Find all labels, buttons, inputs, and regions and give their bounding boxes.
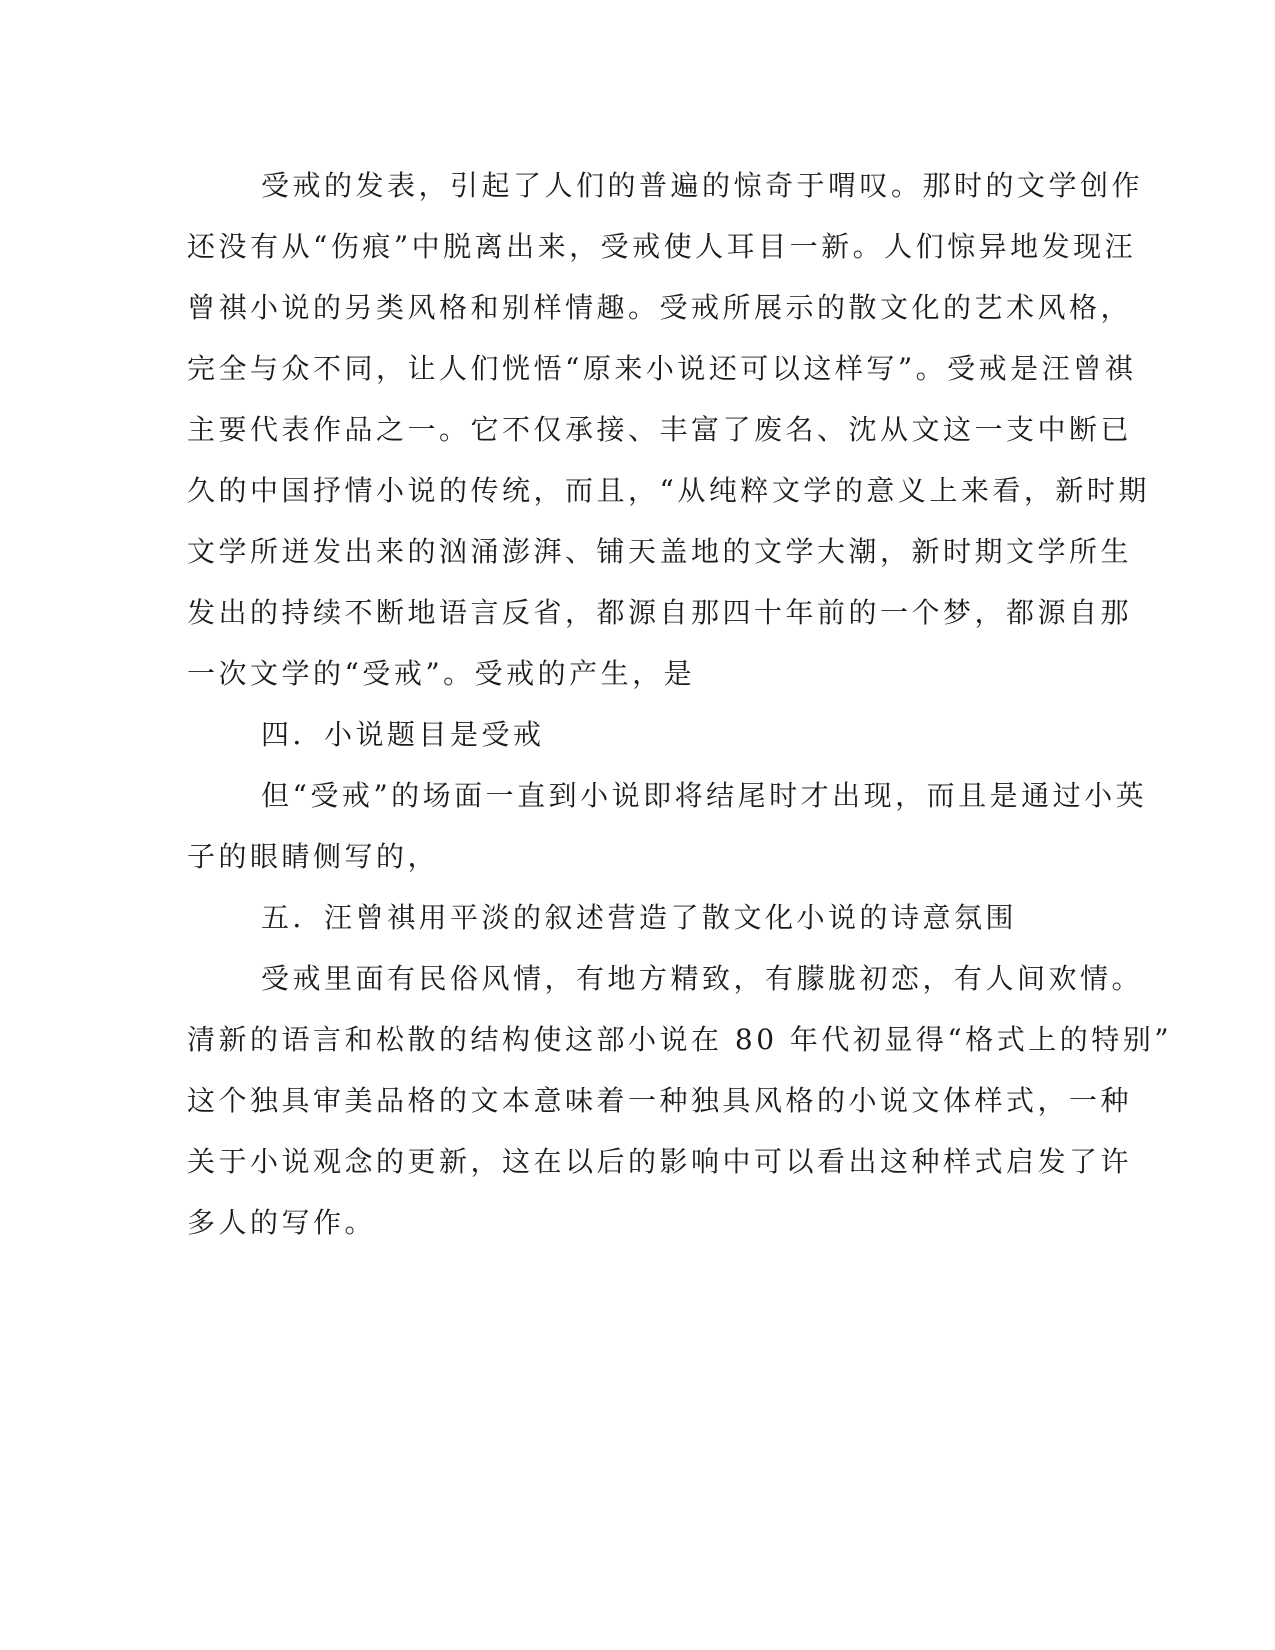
section-heading-4: 四．小说题目是受戒 — [261, 718, 545, 751]
paragraph-3-line-3: 这个独具审美品格的文本意味着一种独具风格的小说文体样式，一种 — [187, 1084, 1133, 1117]
paragraph-2-line-1: 但“受戒”的场面一直到小说即将结尾时才出现，而且是通过小英 — [261, 779, 1148, 812]
paragraph-1-line-8: 发出的持续不断地语言反省，都源自那四十年前的一个梦，都源自那 — [187, 596, 1133, 629]
paragraph-1-line-3: 曾祺小说的另类风格和别样情趣。受戒所展示的散文化的艺术风格， — [187, 291, 1133, 324]
paragraph-1-line-9: 一次文学的“受戒”。受戒的产生，是 — [187, 657, 696, 690]
paragraph-2-line-2: 子的眼睛侧写的， — [187, 840, 440, 873]
paragraph-1-line-4: 完全与众不同，让人们恍悟“原来小说还可以这样写”。受戒是汪曾祺 — [187, 352, 1137, 385]
paragraph-1-line-7: 文学所迸发出来的汹涌澎湃、铺天盖地的文学大潮，新时期文学所生 — [187, 535, 1133, 568]
paragraph-3-line-4: 关于小说观念的更新，这在以后的影响中可以看出这种样式启发了许 — [187, 1145, 1133, 1178]
paragraph-1-line-5: 主要代表作品之一。它不仅承接、丰富了废名、沈从文这一支中断已 — [187, 413, 1133, 446]
paragraph-3-line-2: 清新的语言和松散的结构使这部小说在 80 年代初显得“格式上的特别” — [187, 1023, 1173, 1056]
paragraph-3-line-1: 受戒里面有民俗风情，有地方精致，有朦胧初恋，有人间欢情。 — [261, 962, 1144, 995]
section-heading-5: 五．汪曾祺用平淡的叙述营造了散文化小说的诗意氛围 — [261, 901, 1018, 934]
paragraph-1-line-1: 受戒的发表，引起了人们的普遍的惊奇于喟叹。那时的文学创作 — [261, 169, 1144, 202]
paragraph-3-line-5: 多人的写作。 — [187, 1206, 377, 1239]
paragraph-1-line-6: 久的中国抒情小说的传统，而且，“从纯粹文学的意义上来看，新时期 — [187, 474, 1150, 507]
document-body — [187, 155, 1173, 1253]
paragraph-1-line-2: 还没有从“伤痕”中脱离出来，受戒使人耳目一新。人们惊异地发现汪 — [187, 230, 1137, 263]
